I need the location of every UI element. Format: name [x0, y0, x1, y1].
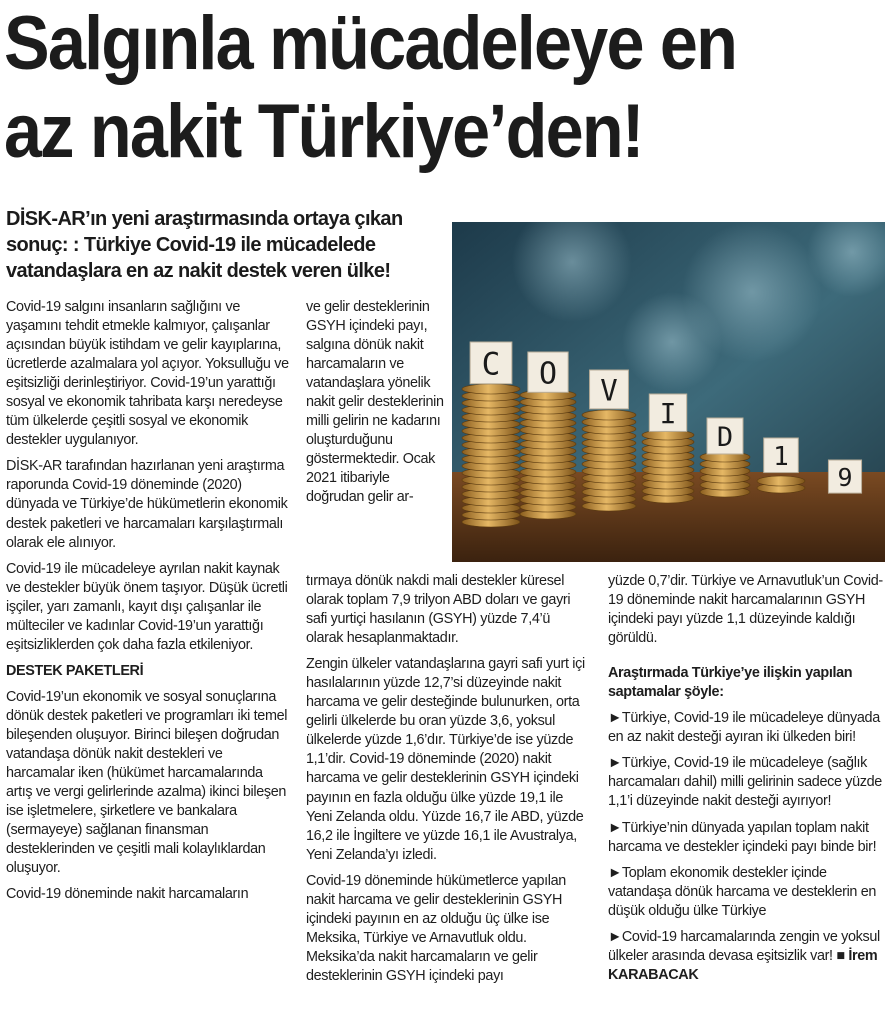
- coins-photo: [452, 222, 885, 562]
- coin: [462, 384, 520, 394]
- cube-letter: D: [716, 422, 734, 454]
- cube-letter: V: [600, 373, 618, 408]
- coin-stack: [462, 342, 520, 527]
- coin-stack: [520, 352, 576, 519]
- paragraph: ve gelir desteklerinin GSYH içindeki payı, salgına dönük nakit harcamaların ve vatandaşlara yönelik nakit gelir desteklerinin milli gelirin ne kadarını oluşturduğunu göstermektedir. Ocak 2021 itibariyle doğrudan gelir ar-: [306, 299, 444, 506]
- bullet-text: ►Covid-19 harcamalarında zengin ve yoksul ülkeler arasında devasa eşitsizlik var!: [608, 928, 880, 964]
- subheading-saptamalar: Araştırmada Türkiye’ye ilişkin yapılan saptamalar şöyle:: [608, 665, 853, 701]
- column-1: [6, 298, 290, 911]
- headline-line-2: az nakit Türkiye’den!: [4, 89, 643, 174]
- coin-stack: [828, 460, 861, 493]
- paragraph: tırmaya dönük nakdi mali destekler küresel olarak toplam 7,9 trilyon ABD doları ve gayri safi yurtiçi hasılanın (GSYH) yüzde 7,4’ü olarak hesaplanmaktadır.: [306, 573, 571, 647]
- cube-letter: C: [481, 346, 501, 383]
- author-signature: ■ İrem KARABACAK: [608, 947, 878, 983]
- cube-letter: O: [538, 356, 558, 392]
- coins-illustration: [452, 222, 885, 562]
- paragraph: Covid-19’un ekonomik ve sosyal sonuçlarına dönük destek paketleri ve programları iki temel bileşenden oluşuyor. Birinci bileşen doğrudan vatandaşa dönük nakit destekleri ve harcamalar iken (hükümet harcamalarında artış ve vergi gelirlerinde azalma) ikinci bileşen ise işletmelere, şirketlere ve bankalara (sermayeye) sağlanan finansman desteklerinden ve çeşitli mali kolaylıklardan oluşuyor.: [6, 688, 288, 877]
- column-2-narrow: [306, 298, 449, 515]
- column-2: [306, 572, 590, 993]
- bullet-item: ►Toplam ekonomik destekler içinde vatandaşa dönük harcama ve desteklerin en düşük olduğu ülke Türkiye: [608, 864, 877, 919]
- cube-letter: 9: [837, 462, 853, 492]
- headline-line-1: Salgınla mücadeleye en: [4, 1, 737, 86]
- cube-letter: I: [659, 397, 677, 431]
- paragraph: DİSK-AR tarafından hazırlanan yeni araştırma raporunda Covid-19 döneminde (2020) dünyada ve Türkiye’de hükümetlerin ekonomik destek paketleri ve harcamaları karşılaştırmalı olarak ele alınıyor.: [6, 458, 288, 551]
- coin-stack: [642, 394, 694, 503]
- paragraph: Covid-19 ile mücadeleye ayrılan nakit kaynak ve destekler büyük önem taşıyor. Düşük ücretli işçiler, yarı zamanlı, kayıt dışı çalışanlar ile mülteciler ve kadınlar Covid-19’un yarattığı eşitsizliklerden çok daha fazla etkileniyor.: [6, 560, 288, 653]
- subheading-destek-paketleri: DESTEK PAKETLERİ: [6, 662, 144, 679]
- coin: [582, 410, 636, 420]
- bullet-item: [608, 928, 886, 985]
- paragraph: Covid-19 salgını insanların sağlığını ve yaşamını tehdit etmekle kalmıyor, çalışanlar açısından büyük istihdam ve gelir kayıplarına, ücretlerde azalmalara yol açıyor. Yoksulluğu ve eşitsizliği derinleştiriyor. Covid-19’un yarattığı sosyal ve ekonomik tahribata karşı neredeyse tüm ülkelerde çeşitli sosyal ve ekonomik destekler uygulanıyor.: [6, 299, 289, 449]
- deck: DİSK-AR’ın yeni araştırmasında ortaya çıkan sonuç: : Türkiye Covid-19 ile mücadelede vatandaşlara en az nakit destek veren ülke!: [6, 208, 403, 282]
- paragraph: Covid-19 döneminde hükümetlerce yapılan nakit harcama ve gelir desteklerinin GSYH içindeki payının en az olduğu üç ülke ise Meksika, Türkiye ve Arnavutluk oldu. Meksika’da nakit harcamaların ve gelir desteklerinin GSYH içindeki payı: [306, 872, 566, 984]
- paragraph: Covid-19 döneminde nakit harcamaların: [6, 886, 249, 903]
- headline: [4, 0, 796, 176]
- bullet-item: ►Türkiye, Covid-19 ile mücadeleye (sağlık harcamaları dahil) milli gelirinin sadece yüzde 1,1’i düzeyinde nakit desteği ayırıyor!: [608, 755, 882, 810]
- coin-stack: [582, 370, 636, 511]
- coin: [757, 476, 805, 486]
- bullet-item: ►Türkiye’nin dünyada yapılan toplam nakit harcama ve destekler içindeki payı binde bir!: [608, 819, 877, 855]
- bullet-item: ►Türkiye, Covid-19 ile mücadeleye dünyada en az nakit desteği ayıran iki ülkeden biri!: [608, 710, 880, 746]
- coin-stack: [757, 438, 805, 493]
- cube-letter: 1: [773, 441, 789, 472]
- column-3: [608, 572, 886, 992]
- coin-stack: [700, 418, 750, 497]
- paragraph: Zengin ülkeler vatandaşlarına gayri safi yurt içi hasılalarının yüzde 12,7’si düzeyinde nakit harcama ve gelir desteğinde bulunurken, orta gelirli ülkelerde bu oran yüzde 3,6, yoksul ülkelerde yüzde 1,6’dır. Türkiye’de ise yüzde 1,1’dir. Covid-19 döneminde (2020) nakit harcama ve gelir desteklerinin GSYH içindeki payının en fazla olduğu ülke yüzde 19,1 ile Yeni Zelanda oldu. Yüzde 16,7 ile ABD, yüzde 16,2 ile İngiltere ve yüzde 16,1 ile Avustralya, Yeni Zelanda’yı izledi.: [306, 656, 585, 863]
- paragraph: yüzde 0,7’dir. Türkiye ve Arnavutluk’un Covid-19 döneminde nakit harcamalarının GSYH içindeki payı yüzde 1,1 düzeyinde kaldığı görüldü.: [608, 573, 883, 647]
